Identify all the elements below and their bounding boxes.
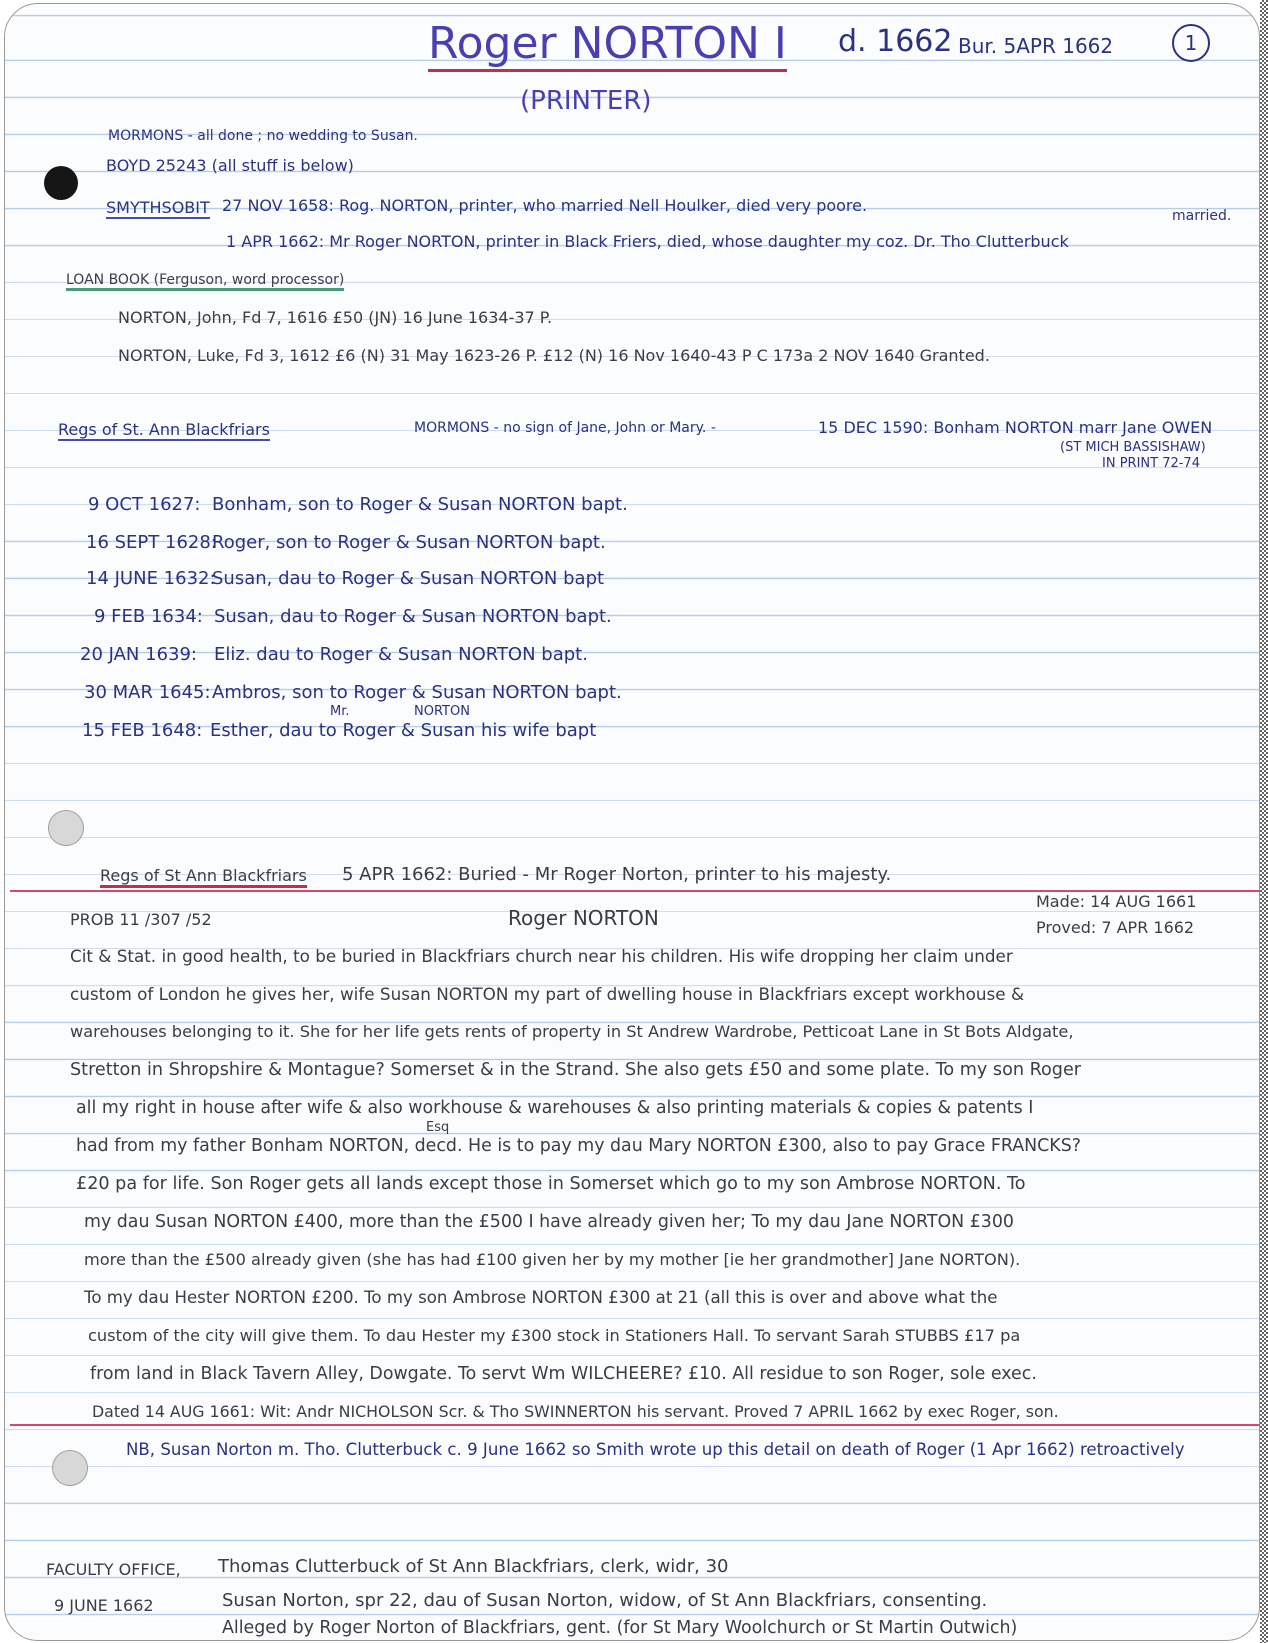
burial-regs-label: Regs of St Ann Blackfriars bbox=[100, 866, 307, 888]
perforated-edge bbox=[1260, 0, 1268, 1643]
will-testator-name: Roger NORTON bbox=[508, 906, 659, 930]
will-text-line: all my right in house after wife & also workhouse & warehouses & also printing materials & copies & patents I bbox=[76, 1098, 1034, 1118]
loan-book-entry-2: NORTON, Luke, Fd 3, 1612 £6 (N) 31 May 1623-26 P. £12 (N) 16 Nov 1640-43 P C 173a 2 NOV 1640 Granted. bbox=[118, 346, 990, 365]
smythsobit-entry-2: 1 APR 1662: Mr Roger NORTON, printer in Black Friers, died, whose daughter my coz. Dr. Tho Clutterbuck bbox=[226, 232, 1069, 251]
will-text-line: Dated 14 AUG 1661: Wit: Andr NICHOLSON Scr. & Tho SWINNERTON his servant. Proved 7 APRIL 1662 by exec Roger, son. bbox=[92, 1402, 1059, 1421]
bonham-marriage: 15 DEC 1590: Bonham NORTON marr Jane OWEN bbox=[818, 418, 1213, 437]
page-title: Roger NORTON I bbox=[428, 18, 787, 72]
baptism-date: 9 FEB 1634: bbox=[94, 606, 203, 627]
baptism-entry: Susan, dau to Roger & Susan NORTON bapt bbox=[212, 568, 605, 589]
baptism-entry: Ambros, son to Roger & Susan NORTON bapt. bbox=[212, 682, 622, 703]
will-text-line: my dau Susan NORTON £400, more than the £500 I have already given her; To my dau Jane NORTON £300 bbox=[84, 1212, 1014, 1232]
burial-date: Bur. 5APR 1662 bbox=[958, 34, 1114, 58]
faculty-office-line-2: Susan Norton, spr 22, dau of Susan Norton, widow, of St Ann Blackfriars, consenting. bbox=[222, 1590, 988, 1611]
punch-hole-bottom bbox=[52, 1450, 88, 1486]
occupation: (PRINTER) bbox=[520, 86, 652, 116]
death-date: d. 1662 bbox=[838, 24, 953, 59]
will-text-line: custom of the city will give them. To dau Hester my £300 stock in Stationers Hall. To servant Sarah STUBBS £17 pa bbox=[88, 1326, 1021, 1345]
baptism-entry: Esther, dau to Roger & Susan his wife bapt bbox=[210, 720, 597, 741]
bonham-marriage-print: IN PRINT 72-74 bbox=[1102, 456, 1200, 471]
mormons-note: MORMONS - all done ; no wedding to Susan. bbox=[108, 128, 418, 144]
baptism-date: 16 SEPT 1628: bbox=[86, 532, 217, 553]
will-proved-date: Proved: 7 APR 1662 bbox=[1036, 918, 1195, 937]
punch-hole-middle bbox=[48, 810, 84, 846]
baptism-date: 30 MAR 1645: bbox=[84, 682, 211, 703]
will-text-line: warehouses belonging to it. She for her life gets rents of property in St Andrew Wardrobe, Petticoat Lane in St Bots Aldgate, bbox=[70, 1022, 1074, 1041]
esq-insert: Esq bbox=[426, 1120, 450, 1135]
page-number: 1 bbox=[1172, 24, 1210, 62]
will-text-line: had from my father Bonham NORTON, decd. He is to pay my dau Mary NORTON £300, also to pay Grace FRANCKS? bbox=[76, 1136, 1081, 1156]
boyd-note: BOYD 25243 (all stuff is below) bbox=[106, 156, 354, 175]
regs-mormons-note: MORMONS - no sign of Jane, John or Mary. - bbox=[414, 420, 716, 436]
faculty-office-label: FACULTY OFFICE, bbox=[46, 1560, 181, 1579]
regs-label: Regs of St. Ann Blackfriars bbox=[58, 420, 270, 439]
baptism-date: 15 FEB 1648: bbox=[82, 720, 203, 741]
will-text-line: more than the £500 already given (she has had £100 given her by my mother [ie her grandmother] Jane NORTON). bbox=[84, 1250, 1021, 1269]
smythsobit-entry-1: 27 NOV 1658: Rog. NORTON, printer, who married Nell Houlker, died very poore. bbox=[222, 196, 868, 215]
smythsobit-label: SMYTHSOBIT bbox=[106, 198, 210, 217]
will-made-date: Made: 14 AUG 1661 bbox=[1036, 892, 1197, 911]
will-text-line: £20 pa for life. Son Roger gets all lands except those in Somerset which go to my son Ambrose NORTON. To bbox=[76, 1174, 1026, 1194]
nb-note: NB, Susan Norton m. Tho. Clutterbuck c. 9 June 1662 so Smith wrote up this detail on death of Roger (1 Apr 1662) retroactively bbox=[126, 1440, 1185, 1459]
baptism-date: 14 JUNE 1632: bbox=[86, 568, 216, 589]
will-text-line: Stretton in Shropshire & Montague? Somerset & in the Strand. She also gets £50 and some plate. To my son Roger bbox=[70, 1060, 1082, 1080]
baptism-entry: Roger, son to Roger & Susan NORTON bapt. bbox=[212, 532, 606, 553]
burial-entry: 5 APR 1662: Buried - Mr Roger Norton, printer to his majesty. bbox=[342, 864, 892, 885]
will-text-line: To my dau Hester NORTON £200. To my son Ambrose NORTON £300 at 21 (all this is over and above what the bbox=[84, 1288, 998, 1307]
red-divider-bottom bbox=[10, 1424, 1260, 1426]
will-text-line: from land in Black Tavern Alley, Dowgate. To servt Wm WILCHEERE? £10. All residue to son Roger, sole exec. bbox=[90, 1364, 1037, 1384]
will-reference: PROB 11 /307 /52 bbox=[70, 910, 212, 929]
smythsobit-married-note: married. bbox=[1172, 208, 1232, 224]
punch-hole-top bbox=[44, 166, 78, 200]
baptism-date: 9 OCT 1627: bbox=[88, 494, 201, 515]
baptism-entry: Bonham, son to Roger & Susan NORTON bapt. bbox=[212, 494, 628, 515]
faculty-office-date: 9 JUNE 1662 bbox=[54, 1596, 154, 1615]
esther-insert-norton: NORTON bbox=[414, 704, 470, 719]
will-text-line: custom of London he gives her, wife Susan NORTON my part of dwelling house in Blackfriars except workhouse & bbox=[70, 984, 1025, 1004]
bonham-marriage-place: (ST MICH BASSISHAW) bbox=[1060, 440, 1206, 455]
esther-insert-mr: Mr. bbox=[330, 704, 350, 719]
baptism-entry: Susan, dau to Roger & Susan NORTON bapt. bbox=[214, 606, 612, 627]
faculty-office-line-3: Alleged by Roger Norton of Blackfriars, gent. (for St Mary Woolchurch or St Martin Outwich) bbox=[222, 1618, 1018, 1638]
loan-book-entry-1: NORTON, John, Fd 7, 1616 £50 (JN) 16 June 1634-37 P. bbox=[118, 308, 553, 327]
will-text-line: Cit & Stat. in good health, to be buried in Blackfriars church near his children. His wife dropping her claim under bbox=[70, 946, 1013, 966]
faculty-office-line-1: Thomas Clutterbuck of St Ann Blackfriars, clerk, widr, 30 bbox=[218, 1556, 729, 1577]
baptism-entry: Eliz. dau to Roger & Susan NORTON bapt. bbox=[214, 644, 588, 665]
baptism-date: 20 JAN 1639: bbox=[80, 644, 197, 665]
loan-book-label: LOAN BOOK (Ferguson, word processor) bbox=[66, 272, 344, 291]
